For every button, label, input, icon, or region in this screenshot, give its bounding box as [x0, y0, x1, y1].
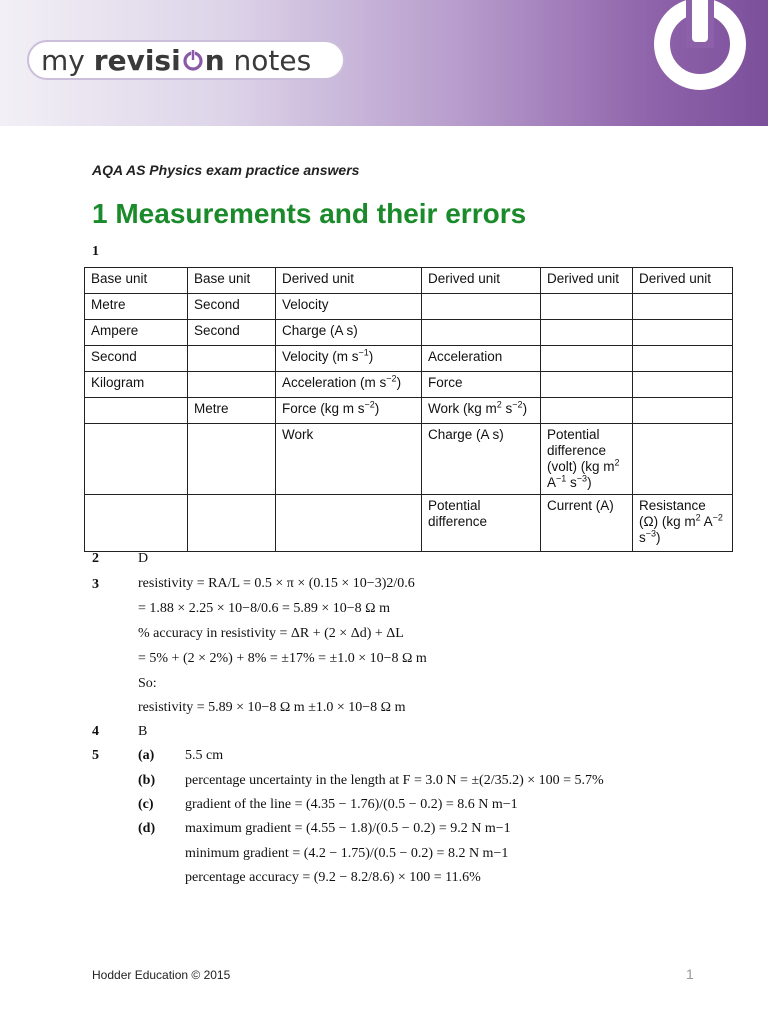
- table-cell: Work (kg $m^2$ $s^{-2}$): [422, 398, 541, 424]
- header-banner: [0, 0, 768, 126]
- answer-text: D: [138, 551, 149, 566]
- table-row: [85, 372, 733, 398]
- table-header-cell: Derived unit: [541, 268, 633, 294]
- table-cell: [633, 320, 733, 346]
- question-number: 1: [92, 244, 99, 259]
- table-cell: Potential difference: [422, 495, 541, 552]
- table-cell: Acceleration (m $s^{-2}$): [276, 372, 422, 398]
- table-header-cell: Derived unit: [422, 268, 541, 294]
- table-cell: [276, 495, 422, 552]
- power-icon: [650, 0, 750, 92]
- table-row: [85, 320, 733, 346]
- answer-line: gradient of the line = (4.35 − 1.76)/(0.5 − 0.2) = 8.6 N m−1: [185, 797, 518, 812]
- answer-line: percentage uncertainty in the length at F = 3.0 N = ±(2/35.2) × 100 = 5.7%: [185, 773, 604, 788]
- part-label: (a): [138, 748, 155, 763]
- table-cell: Force (kg m $s^{-2}$): [276, 398, 422, 424]
- answer-line: maximum gradient = (4.55 − 1.8)/(0.5 − 0.2) = 9.2 N m−1: [185, 821, 511, 836]
- table-cell: [541, 346, 633, 372]
- table-row: [85, 398, 733, 424]
- table-cell: [85, 398, 188, 424]
- table-cell: Charge (A s): [422, 424, 541, 495]
- table-cell: [422, 320, 541, 346]
- table-row: [85, 294, 733, 320]
- answer-line: So:: [138, 676, 157, 691]
- brand-logo[interactable]: [27, 40, 345, 80]
- answer-line: % accuracy in resistivity = ΔR + (2 × Δd) + ΔL: [138, 626, 404, 641]
- table-cell: [188, 346, 276, 372]
- table-cell: Ampere: [85, 320, 188, 346]
- question-number: 2: [92, 551, 99, 566]
- table-cell: Second: [188, 294, 276, 320]
- table-cell: Work: [276, 424, 422, 495]
- table-cell: [541, 372, 633, 398]
- power-icon: [181, 46, 205, 68]
- answer-text: B: [138, 724, 148, 739]
- table-row: [85, 424, 733, 495]
- answer-line: resistivity = 5.89 × 10−8 Ω m ±1.0 × 10−8 Ω m: [138, 700, 406, 715]
- part-label: (d): [138, 821, 156, 836]
- table-cell: [541, 320, 633, 346]
- table-cell: Force: [422, 372, 541, 398]
- table-header-cell: Derived unit: [633, 268, 733, 294]
- table-cell: [633, 398, 733, 424]
- answer-line: = 5% + (2 × 2%) + 8% = ±17% = ±1.0 × 10−8 Ω m: [138, 651, 427, 666]
- units-table: [84, 267, 733, 552]
- answer-line: = 1.88 × 2.25 × 10−8/0.6 = 5.89 × 10−8 Ω m: [138, 601, 390, 616]
- table-cell: Metre: [85, 294, 188, 320]
- answer-line: minimum gradient = (4.2 − 1.75)/(0.5 − 0.2) = 8.2 N m−1: [185, 846, 509, 861]
- question-number: 5: [92, 748, 99, 763]
- table-cell: Kilogram: [85, 372, 188, 398]
- table-cell: [422, 294, 541, 320]
- table-cell: Potential difference (volt) (kg $m^2$ $A^{-1}$ $s^{-3}$): [541, 424, 633, 495]
- table-cell: [188, 424, 276, 495]
- table-cell: [85, 495, 188, 552]
- answer-line: percentage accuracy = (9.2 − 8.2/8.6) × 100 = 11.6%: [185, 870, 481, 885]
- table-cell: Metre: [188, 398, 276, 424]
- footer-publisher: Hodder Education © 2015: [92, 968, 231, 982]
- table-cell: Resistance (Ω) (kg $m^2$ $A^{-2}$ $s^{-3}$): [633, 495, 733, 552]
- table-cell: Acceleration: [422, 346, 541, 372]
- document-subtitle: AQA AS Physics exam practice answers: [92, 162, 360, 178]
- answer-line: resistivity = RA/L = 0.5 × π × (0.15 × 10−3)2/0.6: [138, 576, 415, 591]
- table-cell: Velocity: [276, 294, 422, 320]
- table-cell: [633, 294, 733, 320]
- table-header-cell: Derived unit: [276, 268, 422, 294]
- table-cell: [633, 424, 733, 495]
- answer-line: 5.5 cm: [185, 748, 224, 763]
- page-number: 1: [686, 966, 694, 982]
- brand-wordmark: my revisi n notes: [41, 44, 312, 77]
- part-label: (c): [138, 797, 154, 812]
- table-cell: [85, 424, 188, 495]
- part-label: (b): [138, 773, 156, 788]
- table-cell: [541, 294, 633, 320]
- table-cell: [633, 372, 733, 398]
- table-header-cell: Base unit: [188, 268, 276, 294]
- question-number: 4: [92, 724, 99, 739]
- page-title: 1 Measurements and their errors: [92, 198, 527, 229]
- question-number: 3: [92, 577, 99, 592]
- table-cell: [188, 495, 276, 552]
- table-row: [85, 346, 733, 372]
- table-cell: [633, 346, 733, 372]
- table-cell: [541, 398, 633, 424]
- table-cell: Second: [85, 346, 188, 372]
- table-cell: [188, 372, 276, 398]
- table-cell: Velocity (m $s^{-1}$): [276, 346, 422, 372]
- table-header-cell: Base unit: [85, 268, 188, 294]
- table-cell: Charge (A s): [276, 320, 422, 346]
- table-header-row: [85, 268, 733, 294]
- table-row: [85, 495, 733, 552]
- table-cell: Second: [188, 320, 276, 346]
- table-cell: Current (A): [541, 495, 633, 552]
